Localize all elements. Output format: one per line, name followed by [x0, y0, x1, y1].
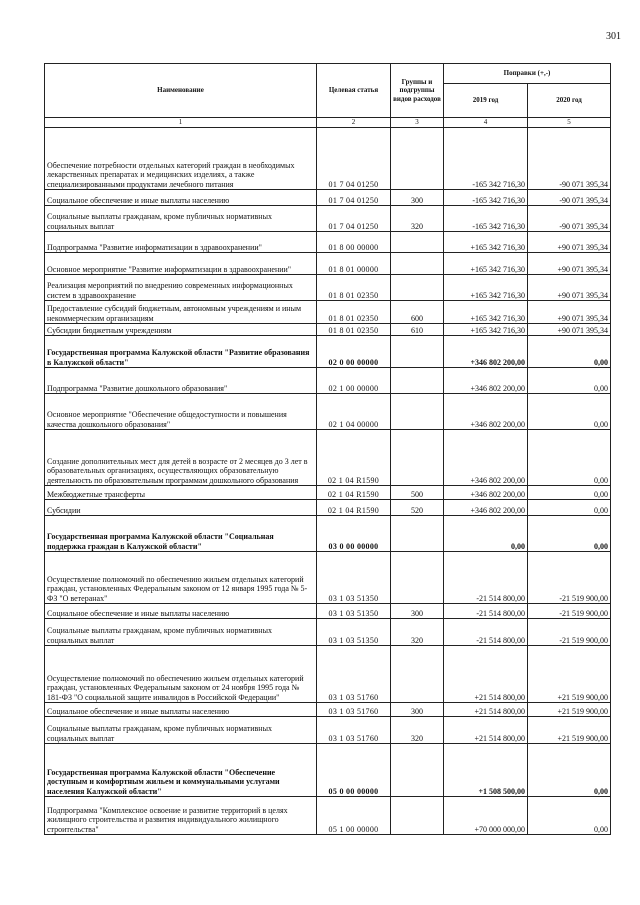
row-expense-group	[391, 516, 444, 552]
table-body	[45, 128, 611, 835]
table-row	[45, 368, 611, 394]
row-expense-group: 610	[391, 324, 444, 336]
table-row	[45, 324, 611, 336]
table-row	[45, 646, 611, 703]
row-expense-group: 300	[391, 190, 444, 206]
row-target-article: 01 8 01 02350	[317, 324, 391, 336]
row-expense-group	[391, 275, 444, 301]
row-target-article: 01 7 04 01250	[317, 128, 391, 190]
row-amount-2020: +90 071 395,34	[528, 275, 611, 301]
column-index: 3	[391, 118, 444, 128]
row-target-article: 01 8 01 02350	[317, 301, 391, 324]
row-expense-group: 600	[391, 301, 444, 324]
table-row	[45, 486, 611, 500]
row-name: Подпрограмма "Развитие дошкольного образования"	[45, 368, 317, 394]
row-name: Предоставление субсидий бюджетным, автономным учреждениям и иным некоммерческим организациям	[45, 301, 317, 324]
table-row	[45, 336, 611, 368]
row-name: Основное мероприятие "Развитие информатизации в здравоохранении"	[45, 253, 317, 275]
row-name: Государственная программа Калужской области "Обеспечение доступным и комфортным жильем и коммунальными услугами населения Калужской области"	[45, 744, 317, 797]
row-target-article: 02 1 04 R1590	[317, 430, 391, 486]
table-row	[45, 604, 611, 619]
table-row	[45, 516, 611, 552]
row-amount-2020: +90 071 395,34	[528, 324, 611, 336]
row-amount-2019: +21 514 800,00	[444, 703, 528, 717]
row-name: Социальные выплаты гражданам, кроме публичных нормативных социальных выплат	[45, 619, 317, 646]
row-amount-2020: +21 519 900,00	[528, 703, 611, 717]
budget-amendments-table	[44, 63, 611, 835]
row-target-article: 01 7 04 01250	[317, 206, 391, 232]
row-amount-2020: +90 071 395,34	[528, 253, 611, 275]
row-name: Обеспечение потребности отдельных категорий граждан в необходимых лекарственных препаратах и медицинских изделиях, а также специализированными продуктами лечебного питания	[45, 128, 317, 190]
row-target-article: 02 1 04 R1590	[317, 500, 391, 516]
row-amount-2019: +346 802 200,00	[444, 500, 528, 516]
row-target-article: 03 1 03 51350	[317, 619, 391, 646]
row-amount-2020: +90 071 395,34	[528, 232, 611, 253]
row-amount-2020: -90 071 395,34	[528, 128, 611, 190]
row-expense-group: 300	[391, 703, 444, 717]
row-amount-2019: +165 342 716,30	[444, 232, 528, 253]
row-name: Осуществление полномочий по обеспечению жильем отдельных категорий граждан, установленных Федеральным законом от 12 января 1995 года № 5-ФЗ "О ветеранах"	[45, 552, 317, 604]
row-target-article: 05 0 00 00000	[317, 744, 391, 797]
row-expense-group: 300	[391, 604, 444, 619]
row-name: Социальное обеспечение и иные выплаты населению	[45, 604, 317, 619]
row-target-article: 01 8 00 00000	[317, 232, 391, 253]
table-row	[45, 301, 611, 324]
row-target-article: 01 7 04 01250	[317, 190, 391, 206]
row-amount-2020: 0,00	[528, 486, 611, 500]
header-expense-group: Группы и подгруппы видов расходов	[391, 64, 444, 118]
row-name: Реализация мероприятий по внедрению современных информационных систем в здравоохранение	[45, 275, 317, 301]
row-target-article: 02 0 00 00000	[317, 336, 391, 368]
row-amount-2019: -165 342 716,30	[444, 206, 528, 232]
row-name: Государственная программа Калужской области "Социальная поддержка граждан в Калужской области"	[45, 516, 317, 552]
row-expense-group	[391, 232, 444, 253]
page-number: 301	[606, 31, 621, 42]
row-expense-group	[391, 797, 444, 835]
row-name: Подпрограмма "Развитие информатизации в здравоохранении"	[45, 232, 317, 253]
table-row	[45, 190, 611, 206]
column-index: 2	[317, 118, 391, 128]
row-expense-group	[391, 430, 444, 486]
column-index: 4	[444, 118, 528, 128]
row-amount-2019: +21 514 800,00	[444, 646, 528, 703]
row-name: Создание дополнительных мест для детей в возрасте от 2 месяцев до 3 лет в образовательных организациях, осуществляющих образовательную деятельность по образовательным программам дошкольного образования	[45, 430, 317, 486]
row-target-article: 01 8 01 02350	[317, 275, 391, 301]
column-index-row	[45, 118, 611, 128]
row-amount-2019: +165 342 716,30	[444, 275, 528, 301]
table-row	[45, 797, 611, 835]
header-year-2020: 2020 год	[528, 84, 611, 118]
header-amendments: Поправки (+,-)	[444, 64, 611, 84]
row-amount-2019: +165 342 716,30	[444, 301, 528, 324]
header-year-2019: 2019 год	[444, 84, 528, 118]
row-expense-group	[391, 128, 444, 190]
row-target-article: 03 1 03 51760	[317, 717, 391, 744]
row-amount-2020: -90 071 395,34	[528, 206, 611, 232]
row-target-article: 03 1 03 51760	[317, 703, 391, 717]
row-amount-2019: +346 802 200,00	[444, 368, 528, 394]
table-row	[45, 500, 611, 516]
table-row	[45, 744, 611, 797]
row-amount-2020: 0,00	[528, 394, 611, 430]
row-name: Осуществление полномочий по обеспечению жильем отдельных категорий граждан, установленных Федеральным законом от 24 ноября 1995 года № 181-ФЗ "О социальной защите инвалидов в Российской Федерации"	[45, 646, 317, 703]
row-amount-2019: +21 514 800,00	[444, 717, 528, 744]
row-amount-2019: +165 342 716,30	[444, 253, 528, 275]
row-target-article: 02 1 04 R1590	[317, 486, 391, 500]
row-amount-2020: +21 519 900,00	[528, 646, 611, 703]
row-expense-group: 320	[391, 619, 444, 646]
row-name: Межбюджетные трансферты	[45, 486, 317, 500]
table-row	[45, 206, 611, 232]
row-target-article: 01 8 01 00000	[317, 253, 391, 275]
row-amount-2020: 0,00	[528, 797, 611, 835]
table-row	[45, 253, 611, 275]
row-name: Социальные выплаты гражданам, кроме публичных нормативных социальных выплат	[45, 717, 317, 744]
row-amount-2019: +165 342 716,30	[444, 324, 528, 336]
table-row	[45, 619, 611, 646]
row-amount-2019: +1 508 500,00	[444, 744, 528, 797]
column-index: 5	[528, 118, 611, 128]
table-row	[45, 430, 611, 486]
row-name: Субсидии	[45, 500, 317, 516]
row-target-article: 03 1 03 51760	[317, 646, 391, 703]
row-name: Социальные выплаты гражданам, кроме публичных нормативных социальных выплат	[45, 206, 317, 232]
table-row	[45, 128, 611, 190]
row-name: Субсидии бюджетным учреждениям	[45, 324, 317, 336]
row-amount-2019: +346 802 200,00	[444, 394, 528, 430]
row-amount-2019: -21 514 800,00	[444, 604, 528, 619]
row-expense-group	[391, 368, 444, 394]
row-expense-group	[391, 744, 444, 797]
row-amount-2019: +346 802 200,00	[444, 430, 528, 486]
table-row	[45, 703, 611, 717]
column-index: 1	[45, 118, 317, 128]
row-expense-group	[391, 336, 444, 368]
header-row-1	[45, 64, 611, 84]
row-expense-group: 320	[391, 206, 444, 232]
row-amount-2020: -21 519 900,00	[528, 619, 611, 646]
table-row	[45, 275, 611, 301]
row-target-article: 03 0 00 00000	[317, 516, 391, 552]
row-target-article: 02 1 04 00000	[317, 394, 391, 430]
row-name: Основное мероприятие "Обеспечение общедоступности и повышения качества дошкольного образования"	[45, 394, 317, 430]
row-target-article: 02 1 00 00000	[317, 368, 391, 394]
row-expense-group: 520	[391, 500, 444, 516]
row-amount-2020: 0,00	[528, 430, 611, 486]
row-amount-2020: 0,00	[528, 516, 611, 552]
table-row	[45, 552, 611, 604]
row-name: Государственная программа Калужской области "Развитие образования в Калужской области"	[45, 336, 317, 368]
row-amount-2020: -21 519 900,00	[528, 552, 611, 604]
row-amount-2020: -21 519 900,00	[528, 604, 611, 619]
row-expense-group	[391, 552, 444, 604]
header-target-article: Целевая статья	[317, 64, 391, 118]
header-name: Наименование	[45, 64, 317, 118]
row-name: Социальное обеспечение и иные выплаты населению	[45, 190, 317, 206]
row-amount-2019: -21 514 800,00	[444, 619, 528, 646]
table-row	[45, 394, 611, 430]
row-amount-2020: -90 071 395,34	[528, 190, 611, 206]
row-amount-2020: 0,00	[528, 500, 611, 516]
row-amount-2019: -165 342 716,30	[444, 128, 528, 190]
row-amount-2019: 0,00	[444, 516, 528, 552]
row-expense-group: 320	[391, 717, 444, 744]
row-amount-2019: -21 514 800,00	[444, 552, 528, 604]
row-expense-group	[391, 253, 444, 275]
row-amount-2020: +90 071 395,34	[528, 301, 611, 324]
row-amount-2019: +70 000 000,00	[444, 797, 528, 835]
table-row	[45, 717, 611, 744]
row-target-article: 05 1 00 00000	[317, 797, 391, 835]
row-amount-2019: -165 342 716,30	[444, 190, 528, 206]
row-amount-2020: 0,00	[528, 744, 611, 797]
row-amount-2019: +346 802 200,00	[444, 486, 528, 500]
row-amount-2019: +346 802 200,00	[444, 336, 528, 368]
row-amount-2020: +21 519 900,00	[528, 717, 611, 744]
row-name: Подпрограмма "Комплексное освоение и развитие территорий в целях жилищного строительства и развития индивидуального жилищного строительства"	[45, 797, 317, 835]
row-expense-group: 500	[391, 486, 444, 500]
row-expense-group	[391, 394, 444, 430]
row-amount-2020: 0,00	[528, 336, 611, 368]
table-row	[45, 232, 611, 253]
row-expense-group	[391, 646, 444, 703]
row-target-article: 03 1 03 51350	[317, 604, 391, 619]
row-name: Социальное обеспечение и иные выплаты населению	[45, 703, 317, 717]
row-target-article: 03 1 03 51350	[317, 552, 391, 604]
row-amount-2020: 0,00	[528, 368, 611, 394]
